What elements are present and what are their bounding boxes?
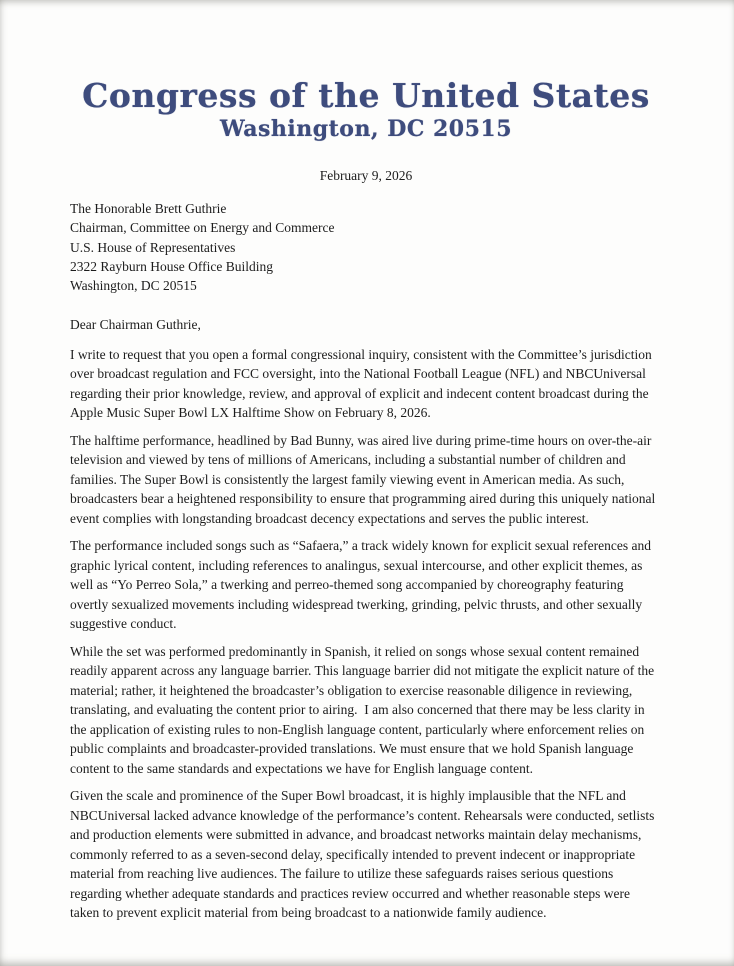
body-paragraph-1: I write to request that you open a formal congressional inquiry, consistent with the Committee’s jurisdiction over broadcast regulation and FCC oversight, into the National Football League (NFL) and NBCUniversal regarding their prior knowledge, review, and approval of explicit and indecent content broadcast during the Apple Music Super Bowl LX Halftime Show on February 8, 2026. (70, 346, 656, 421)
letterhead-title: Congress of the United States (82, 76, 650, 115)
recipient-address (70, 199, 662, 295)
body-paragraph-3: The performance included songs such as “Safaera,” a track widely known for explicit sexual references and graphic lyrical content, including references to analingus, sexual intercourse, and other explicit themes, as well as “Yo Perreo Sola,” a twerking and perreo-themed song accompanied by choreography featuring overtly sexualized movements including widespread twerking, grinding, pelvic thrusts, and other sexually suggestive conduct. (70, 538, 655, 632)
recipient-organization: U.S. House of Representatives (70, 239, 236, 255)
salutation: Dear Chairman Guthrie, (70, 317, 201, 333)
body-paragraph-5: Given the scale and prominence of the Super Bowl broadcast, it is highly implausible that the NFL and NBCUniversal lacked advance knowledge of the performance’s content. Rehearsals were conducted, setlists and production elements were submitted in advance, and broadcast networks maintain delay mechanisms, commonly referred to as a seven-second delay, specifically intended to prevent indecent or inappropriate material from reaching live audiences. The failure to utilize these safeguards raises serious questions regarding whether adequate standards and practices review occurred and whether reasonable steps were taken to prevent explicit material from being broadcast to a nationwide family audience. (70, 788, 658, 921)
letterhead-address: Washington, DC 20515 (219, 116, 513, 143)
recipient-name: The Honorable Brett Guthrie (70, 200, 227, 216)
body-paragraph-2: The halftime performance, headlined by Bad Bunny, was aired live during prime-time hours on over-the-air television and viewed by tens of millions of Americans, including a substantial number of children and families. The Super Bowl is consistently the largest family viewing event in American media. As such, broadcasters bear a heightened responsibility to ensure that programming aired during this uniquely national event complies with longstanding broadcast decency expectations and serves the public interest. (70, 432, 659, 526)
letterhead (70, 0, 662, 141)
body-paragraph-4: While the set was performed predominantly in Spanish, it relied on songs whose sexual content remained readily apparent across any language barrier. This language barrier did not mitigate the explicit nature of the material; rather, it heightened the broadcaster’s obligation to exercise reasonable diligence in reviewing, translating, and evaluating the content prior to airing. I am also concerned that there may be less clarity in the application of existing rules to non-English language content, particularly where enforcement relies on public complaints and broadcaster-provided translations. We must ensure that we hold Spanish language content to the same standards and expectations we have for English language content. (70, 643, 658, 776)
recipient-street: 2322 Rayburn House Office Building (70, 258, 273, 274)
recipient-title: Chairman, Committee on Energy and Commerce (70, 220, 335, 236)
letter-date: February 9, 2026 (319, 168, 413, 184)
recipient-city: Washington, DC 20515 (70, 278, 197, 294)
letter-body (70, 345, 660, 923)
